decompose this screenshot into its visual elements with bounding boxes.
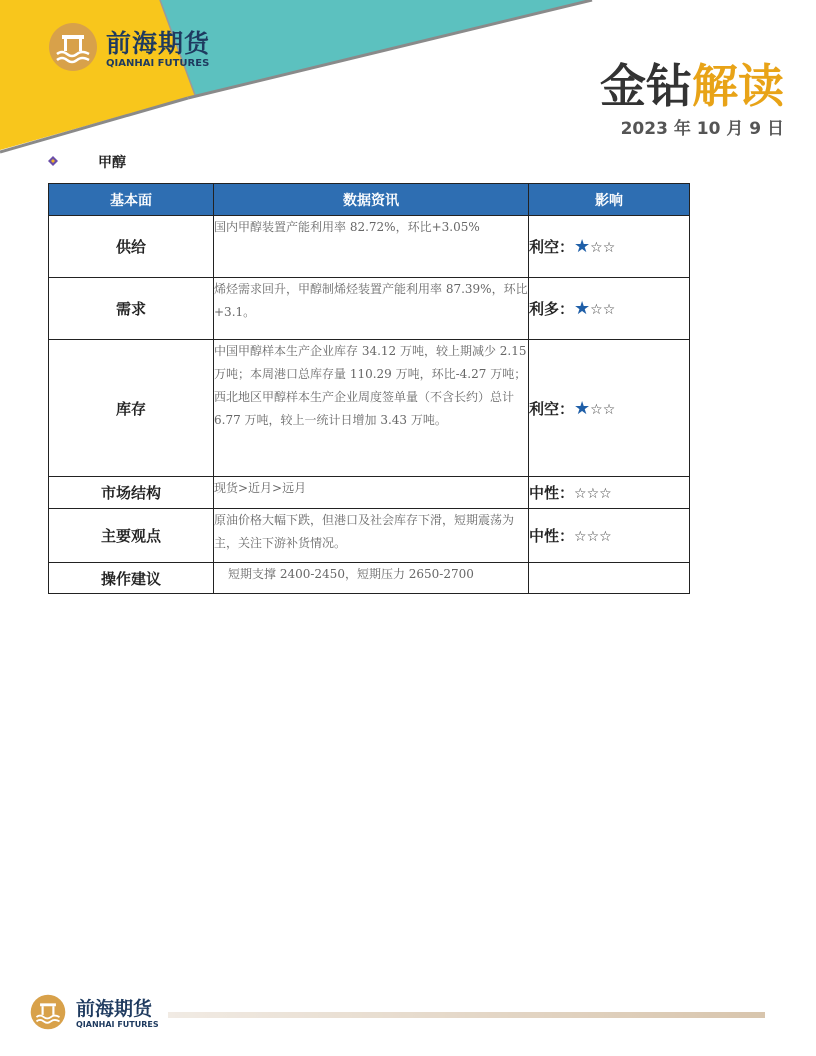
- star-filled-icon: ★: [574, 397, 591, 419]
- logo-english-name: QIANHAI FUTURES: [106, 58, 210, 69]
- star-empty-icon: ☆: [602, 240, 616, 256]
- column-header: 数据资讯: [214, 184, 529, 216]
- impact-cell: [529, 509, 690, 563]
- table-row: [49, 509, 690, 563]
- star-empty-icon: ☆: [586, 486, 600, 502]
- factor-cell: 主要观点: [49, 509, 214, 563]
- table-row: [49, 477, 690, 509]
- logo-emblem-icon: [48, 22, 98, 72]
- star-empty-icon: ☆: [602, 401, 616, 418]
- impact-cell: [529, 216, 690, 278]
- factor-cell: 库存: [49, 340, 214, 477]
- table-header-row: [49, 184, 690, 216]
- impact-label: 利多：: [529, 300, 575, 318]
- company-logo: [48, 22, 228, 76]
- star-empty-icon: ☆: [586, 529, 600, 545]
- footer-chinese-name: 前海期货: [76, 998, 153, 1020]
- section-title: 甲醇: [98, 155, 126, 171]
- footer-english-name: QIANHAI FUTURES: [76, 1020, 159, 1029]
- info-cell: 烯烃需求回升，甲醇制烯烃装置产能利用率 87.39%，环比+3.1。: [214, 278, 529, 340]
- factor-cell: 供给: [49, 216, 214, 278]
- star-empty-icon: ☆: [590, 240, 603, 256]
- info-cell: 中国甲醇样本生产企业库存 34.12 万吨，较上期减少 2.15 万吨；本周港口总库存量 110.29 万吨，环比-4.27 万吨；西北地区甲醇样本生产企业周度签单量（不含长约）总计 6.77 万吨，较上一统计日增加 3.43 万吨。: [214, 340, 529, 477]
- report-title-part1: 金钻: [600, 59, 692, 113]
- impact-cell: [529, 477, 690, 509]
- report-title: [600, 50, 784, 116]
- diamond-bullet-icon: [48, 156, 58, 166]
- star-empty-icon: ☆: [590, 302, 603, 318]
- impact-label: 利空：: [529, 238, 575, 256]
- table-row: [49, 340, 690, 477]
- info-cell: 现货>近月>远月: [214, 477, 529, 509]
- info-cell: 原油价格大幅下跌，但港口及社会库存下滑，短期震荡为主，关注下游补货情况。: [214, 509, 529, 563]
- impact-label: 中性：: [529, 484, 575, 502]
- table-row: [49, 216, 690, 278]
- impact-label: 中性：: [529, 527, 575, 545]
- star-empty-icon: ☆: [574, 486, 587, 502]
- star-empty-icon: ☆: [599, 486, 612, 502]
- factor-cell: 需求: [49, 278, 214, 340]
- impact-label: 利空：: [529, 399, 575, 418]
- star-empty-icon: ☆: [574, 529, 587, 545]
- impact-cell: [529, 563, 690, 594]
- info-cell: 短期支撑 2400-2450，短期压力 2650-2700: [214, 563, 529, 594]
- report-date: 2023 年 10 月 9 日: [620, 119, 784, 139]
- table-row: [49, 278, 690, 340]
- factor-cell: 市场结构: [49, 477, 214, 509]
- star-empty-icon: ☆: [590, 401, 603, 418]
- star-filled-icon: ★: [574, 298, 591, 319]
- star-filled-icon: ★: [574, 236, 591, 257]
- column-header: 基本面: [49, 184, 214, 216]
- column-header: 影响: [529, 184, 690, 216]
- info-cell: 国内甲醇装置产能利用率 82.72%，环比+3.05%: [214, 216, 529, 278]
- table-row: [49, 563, 690, 594]
- logo-chinese-name: 前海期货: [106, 29, 211, 58]
- footer-divider: [168, 1012, 765, 1018]
- star-empty-icon: ☆: [602, 302, 616, 318]
- impact-cell: [529, 340, 690, 477]
- fundamentals-table: [48, 183, 690, 594]
- report-title-part2: 解读: [692, 59, 784, 113]
- footer-logo: [30, 994, 170, 1034]
- factor-cell: 操作建议: [49, 563, 214, 594]
- impact-cell: [529, 278, 690, 340]
- logo-emblem-icon: [30, 994, 66, 1030]
- star-empty-icon: ☆: [599, 529, 612, 545]
